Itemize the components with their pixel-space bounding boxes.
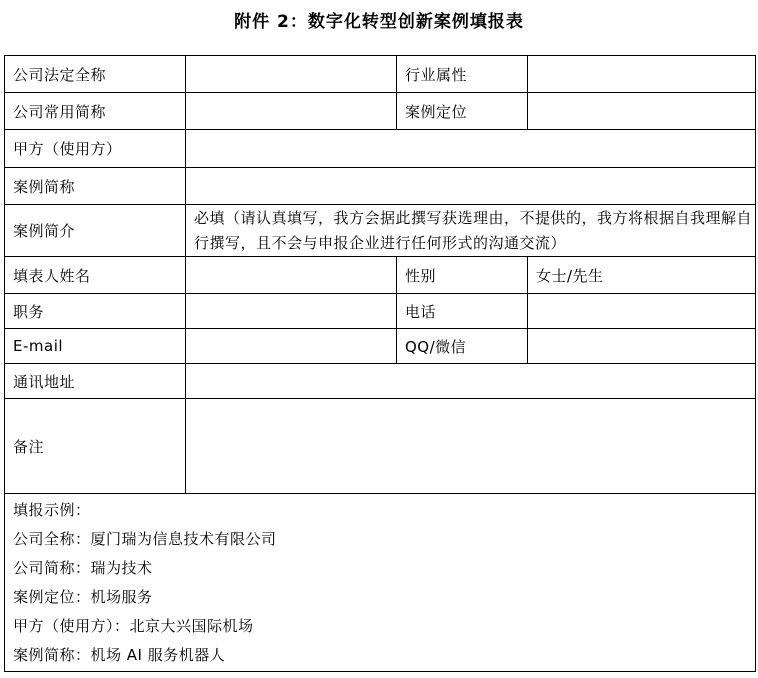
company-full-name-label: 公司法定全称	[5, 56, 186, 93]
remarks-field[interactable]	[186, 399, 756, 494]
gender-label: 性别	[397, 257, 528, 294]
example-heading: 填报示例：	[13, 500, 91, 519]
example-company-full-name: 公司全称：厦门瑞为信息技术有限公司	[13, 529, 277, 548]
company-short-name-label: 公司常用简称	[5, 93, 186, 130]
client-field[interactable]	[186, 130, 756, 168]
table-row	[5, 130, 756, 168]
address-label: 通讯地址	[5, 364, 186, 399]
table-row	[5, 257, 756, 294]
table-row	[5, 329, 756, 364]
case-short-name-label: 案例简称	[5, 168, 186, 205]
table-row	[5, 56, 756, 93]
filler-name-label: 填表人姓名	[5, 257, 186, 294]
remarks-label: 备注	[5, 399, 186, 494]
industry-field[interactable]	[528, 56, 756, 93]
example-client: 甲方（使用方）：北京大兴国际机场	[13, 616, 254, 635]
table-row	[5, 399, 756, 494]
phone-field[interactable]	[528, 294, 756, 329]
filler-name-field[interactable]	[186, 257, 397, 294]
email-field[interactable]	[186, 329, 397, 364]
case-positioning-label: 案例定位	[397, 93, 528, 130]
industry-label: 行业属性	[397, 56, 528, 93]
company-full-name-field[interactable]	[186, 56, 397, 93]
table-row	[5, 494, 756, 672]
example-case-short-name: 案例简称：机场 AI 服务机器人	[13, 645, 226, 664]
client-label: 甲方（使用方）	[5, 130, 186, 168]
table-row	[5, 294, 756, 329]
case-intro-label: 案例简介	[5, 205, 186, 257]
table-row	[5, 364, 756, 399]
address-field[interactable]	[186, 364, 756, 399]
qq-wechat-field[interactable]	[528, 329, 756, 364]
company-short-name-field[interactable]	[186, 93, 397, 130]
case-positioning-field[interactable]	[528, 93, 756, 130]
page-title: 附件 2：数字化转型创新案例填报表	[234, 12, 524, 32]
example-company-short-name: 公司简称：瑞为技术	[13, 558, 153, 577]
email-label: E-mail	[5, 329, 186, 364]
table-row	[5, 168, 756, 205]
phone-label: 电话	[397, 294, 528, 329]
example-case-positioning: 案例定位：机场服务	[13, 587, 153, 606]
position-field[interactable]	[186, 294, 397, 329]
table-row	[5, 205, 756, 257]
report-form-table	[4, 55, 756, 672]
gender-field[interactable]: 女士/先生	[528, 257, 756, 294]
table-row	[5, 93, 756, 130]
case-intro-field[interactable]: 必填（请认真填写，我方会据此撰写获选理由，不提供的，我方将根据自我理解自行撰写，且不会与申报企业进行任何形式的沟通交流）	[186, 205, 756, 257]
case-short-name-field[interactable]	[186, 168, 756, 205]
document-page	[0, 10, 758, 678]
example-cell	[5, 494, 756, 672]
qq-wechat-label: QQ/微信	[397, 329, 528, 364]
position-label: 职务	[5, 294, 186, 329]
